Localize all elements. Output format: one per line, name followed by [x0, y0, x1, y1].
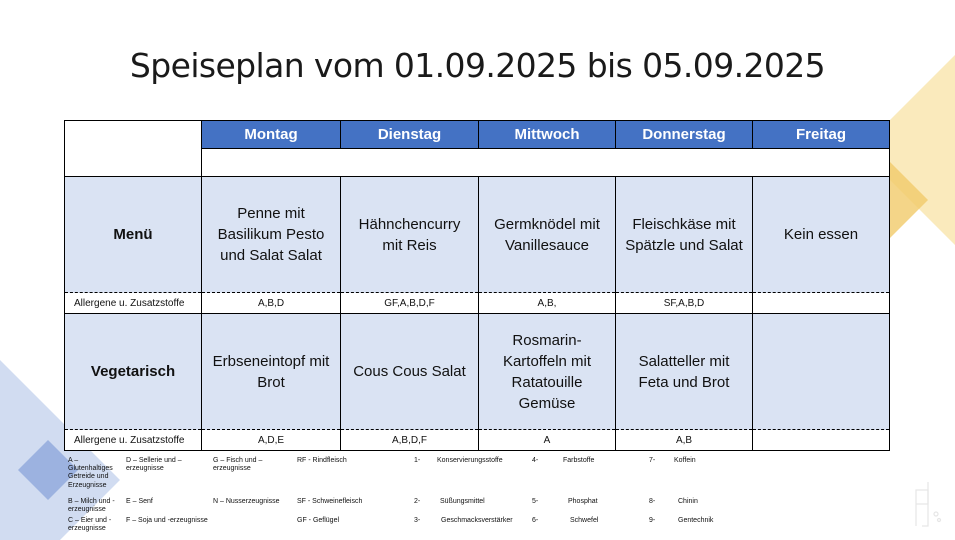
legend-text-1: Konservierungsstoffe	[437, 457, 503, 464]
brand-logo-icon	[912, 478, 944, 528]
veg-row	[65, 314, 890, 430]
menu-dish-monday: Penne mit Basilikum Pesto und Salat Salat	[202, 177, 341, 293]
day-friday: Freitag	[753, 121, 890, 149]
day-wednesday: Mittwoch	[479, 121, 616, 149]
menu-allergen-monday: A,B,D	[202, 293, 341, 314]
menu-plan-table	[64, 120, 890, 451]
veg-allergen-friday	[753, 430, 890, 451]
legend-f: F – Soja und -erzeugnisse	[126, 517, 208, 524]
menu-dish-tuesday: Hähnchencurry mit Reis	[341, 177, 479, 293]
legend-rf: RF - Rindfleisch	[297, 457, 347, 464]
day-tuesday: Dienstag	[341, 121, 479, 149]
legend-sf: SF - Schweinefleisch	[297, 498, 363, 505]
veg-dish-tuesday: Cous Cous Salat	[341, 314, 479, 430]
veg-allergen-monday: A,D,E	[202, 430, 341, 451]
legend-text-9: Gentechnik	[678, 517, 714, 524]
legend-c: C – Eier und -erzeugnisse	[68, 517, 112, 533]
veg-allergen-row	[65, 430, 890, 451]
legend-num-1: 1-	[414, 457, 421, 464]
veg-allergen-tuesday: A,B,D,F	[341, 430, 479, 451]
legend-num-4: 4-	[532, 457, 539, 464]
menu-allergen-wednesday: A,B,	[479, 293, 616, 314]
day-header-row	[65, 121, 890, 149]
veg-allergen-thursday: A,B	[616, 430, 753, 451]
corner-cell	[65, 121, 202, 177]
day-thursday: Donnerstag	[616, 121, 753, 149]
page-title: Speiseplan vom 01.09.2025 bis 05.09.2025	[129, 46, 826, 85]
veg-dish-friday	[753, 314, 890, 430]
veg-row-label: Vegetarisch	[65, 314, 202, 430]
legend-num-7: 7-	[649, 457, 656, 464]
legend-num-6: 6-	[532, 517, 539, 524]
legend-g: G – Fisch und –erzeugnisse	[213, 457, 263, 473]
allergen-legend	[68, 457, 748, 537]
veg-allergen-label: Allergene u. Zusatzstoffe	[65, 430, 202, 451]
veg-dish-thursday: Salatteller mit Feta und Brot	[616, 314, 753, 430]
menu-dish-thursday: Fleischkäse mit Spätzle und Salat	[616, 177, 753, 293]
legend-num-3: 3-	[414, 517, 421, 524]
day-monday: Montag	[202, 121, 341, 149]
legend-text-8: Chinin	[678, 498, 698, 505]
legend-a: A – Glutenhaltiges Getreide und Erzeugnisse	[68, 457, 113, 489]
legend-e: E – Senf	[126, 498, 153, 505]
legend-num-8: 8-	[649, 498, 656, 505]
menu-dish-wednesday: Germknödel mit Vanillesauce	[479, 177, 616, 293]
legend-text-4: Farbstoffe	[563, 457, 595, 464]
veg-allergen-wednesday: A	[479, 430, 616, 451]
menu-row	[65, 177, 890, 293]
menu-row-label: Menü	[65, 177, 202, 293]
menu-allergen-row	[65, 293, 890, 314]
legend-text-3: Geschmacksverstärker	[441, 517, 513, 524]
legend-num-5: 5-	[532, 498, 539, 505]
legend-text-6: Schwefel	[570, 517, 599, 524]
legend-num-9: 9-	[649, 517, 656, 524]
menu-allergen-tuesday: GF,A,B,D,F	[341, 293, 479, 314]
legend-n: N – Nusserzeugnisse	[213, 498, 280, 505]
menu-allergen-friday	[753, 293, 890, 314]
legend-text-5: Phosphat	[568, 498, 598, 505]
legend-num-2: 2-	[414, 498, 421, 505]
legend-b: B – Milch und -erzeugnisse	[68, 498, 115, 514]
veg-dish-wednesday: Rosmarin-Kartoffeln mit Ratatouille Gemüse	[479, 314, 616, 430]
menu-dish-friday: Kein essen	[753, 177, 890, 293]
legend-text-2: Süßungsmittel	[440, 498, 485, 505]
menu-allergen-label: Allergene u. Zusatzstoffe	[65, 293, 202, 314]
menu-allergen-thursday: SF,A,B,D	[616, 293, 753, 314]
legend-text-7: Koffein	[674, 457, 696, 464]
legend-gf: GF - Geflügel	[297, 517, 340, 524]
legend-d: D – Sellerie und –erzeugnisse	[126, 457, 182, 473]
veg-dish-monday: Erbseneintopf mit Brot	[202, 314, 341, 430]
blank-cell	[202, 149, 890, 177]
